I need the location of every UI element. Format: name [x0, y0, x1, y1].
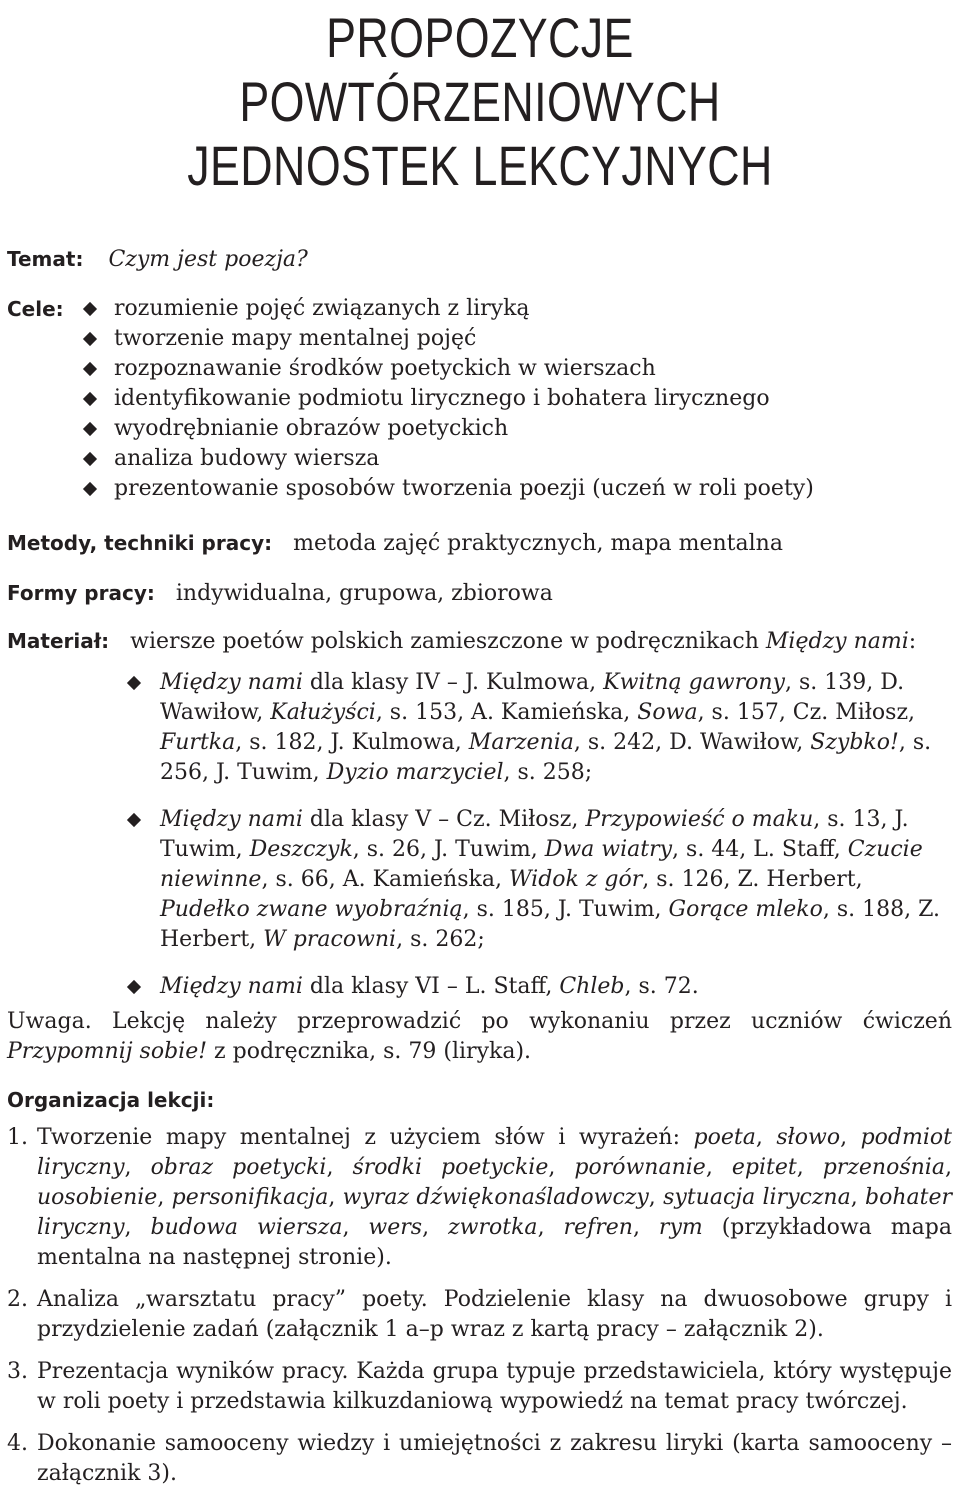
- forms-label: Formy pracy:: [7, 581, 155, 605]
- text-run: Analiza „warsztatu pracy” poety. Podzielenie klasy na dwuosobowe grupy i przydzielenie zadań (załącznik 1 a–p wraz z kartą pracy – załącznik 2).: [37, 1287, 952, 1342]
- goal-text: prezentowanie sposobów tworzenia poezji (uczeń w roli poety): [114, 476, 814, 501]
- italic-text: Przypowieść o maku: [585, 807, 814, 832]
- goal-item: [84, 354, 814, 384]
- step-number: 1.: [7, 1125, 28, 1150]
- text-run: ,: [326, 1155, 353, 1180]
- goal-item: [84, 324, 814, 354]
- italic-text: Dwa wiatry: [544, 837, 673, 862]
- page-title: [96, 6, 864, 198]
- methods-value: metoda zajęć praktycznych, mapa mentalna: [293, 531, 783, 556]
- goal-text: rozumienie pojęć związanych z liryką: [114, 296, 530, 321]
- text-run: Dokonanie samooceny wiedzy i umiejętności z zakresu liryki (karta samooceny – załącznik 3).: [37, 1431, 952, 1486]
- italic-text: Chleb: [559, 974, 625, 999]
- text-run: , s. 139, D. Wawiłow,: [160, 670, 905, 725]
- italic-text: Przypomnij sobie!: [7, 1039, 208, 1064]
- goal-text: tworzenie mapy mentalnej pojęć: [114, 326, 477, 351]
- diamond-bullet-icon: [127, 813, 141, 827]
- italic-text: sytuacja liryczna: [663, 1185, 851, 1210]
- text-run: z podręcznika, s. 79 (liryka).: [207, 1039, 532, 1064]
- diamond-bullet-icon: [83, 302, 97, 316]
- topic-value: Czym jest poezja?: [108, 247, 308, 272]
- italic-text: Marzenia: [468, 730, 574, 755]
- text-run: ,: [328, 1185, 343, 1210]
- material-list: [127, 668, 953, 1019]
- text-run: , s. 182, J. Kulmowa,: [235, 730, 469, 755]
- italic-text: uosobienie: [37, 1185, 158, 1210]
- material-label: Materiał:: [7, 629, 110, 653]
- italic-text: Kałużyści: [270, 700, 376, 725]
- organization-step: [7, 1429, 952, 1489]
- text-run: Uwaga. Lekcję należy przeprowadzić po wykonaniu przez uczniów ćwiczeń: [7, 1009, 952, 1034]
- text-run: , s. 26, J. Tuwim,: [352, 837, 545, 862]
- organization-label-row: [7, 1085, 950, 1116]
- forms-row: [7, 578, 950, 609]
- text-run: Tworzenie mapy mentalnej z użyciem słów i wyrażeń:: [37, 1125, 694, 1150]
- italic-text: Widok z gór: [508, 867, 643, 892]
- organization-step: [7, 1285, 952, 1345]
- organization-label: Organizacja lekcji:: [7, 1088, 215, 1112]
- text-run: , s. 185, J. Tuwim,: [462, 897, 669, 922]
- text-run: , s. 126, Z. Herbert,: [642, 867, 863, 892]
- goals-list: [84, 294, 814, 504]
- text-run: (przykładowa mapa mentalna na następnej stronie).: [37, 1215, 952, 1270]
- italic-text: Pudełko zwane wyobraźnią: [160, 897, 463, 922]
- goal-text: wyodrębnianie obrazów poetyckich: [114, 416, 509, 441]
- goal-item: [84, 414, 814, 444]
- italic-text: środki poetyckie: [352, 1155, 549, 1180]
- text-run: ,: [548, 1155, 575, 1180]
- text-run: , s. 188, Z. Herbert,: [160, 897, 940, 952]
- material-item: [127, 668, 953, 788]
- text-run: , s. 44, L. Staff,: [672, 837, 848, 862]
- goal-text: identyfikowanie podmiotu lirycznego i bohatera lirycznego: [114, 386, 770, 411]
- diamond-bullet-icon: [83, 482, 97, 496]
- goal-text: rozpoznawanie środków poetyckich w wierszach: [114, 356, 656, 381]
- organization-step: [7, 1123, 952, 1273]
- italic-text: refren: [563, 1215, 633, 1240]
- text-run: ,: [632, 1215, 659, 1240]
- text-run: ,: [840, 1125, 861, 1150]
- text-run: ,: [342, 1215, 369, 1240]
- text-run: , s. 256, J. Tuwim,: [160, 730, 932, 785]
- italic-text: Między nami: [160, 974, 303, 999]
- text-run: dla klasy IV – J. Kulmowa,: [302, 670, 604, 695]
- methods-label: Metody, techniki pracy:: [7, 531, 273, 555]
- diamond-bullet-icon: [83, 452, 97, 466]
- text-run: , s. 258;: [503, 760, 593, 785]
- italic-text: wers: [368, 1215, 423, 1240]
- goal-item: [84, 384, 814, 414]
- text-run: ,: [850, 1185, 865, 1210]
- italic-text: Furtka: [160, 730, 236, 755]
- organization-step: [7, 1357, 952, 1417]
- material-row: [7, 626, 950, 657]
- italic-text: Gorące mleko: [668, 897, 823, 922]
- italic-text: Kwitną gawrony: [603, 670, 785, 695]
- goals-label: Cele:: [7, 297, 64, 321]
- organization-steps: [7, 1123, 952, 1501]
- text-run: ,: [124, 1215, 151, 1240]
- diamond-bullet-icon: [83, 392, 97, 406]
- italic-text: podmiot liryczny: [37, 1125, 952, 1180]
- text-run: , s. 72.: [624, 974, 699, 999]
- text-run: ,: [157, 1185, 172, 1210]
- text-run: ,: [422, 1215, 449, 1240]
- italic-text: Między nami: [160, 670, 303, 695]
- step-number: 3.: [7, 1359, 28, 1384]
- text-run: , s. 153, A. Kamieńska,: [375, 700, 638, 725]
- topic-row: [7, 244, 950, 275]
- italic-text: Między nami: [160, 807, 303, 832]
- diamond-bullet-icon: [127, 676, 141, 690]
- goal-item: [84, 444, 814, 474]
- text-run: dla klasy VI – L. Staff,: [302, 974, 560, 999]
- title-line-1: PROPOZYCJE POWTÓRZENIOWYCH: [239, 6, 721, 133]
- text-run: ,: [796, 1155, 823, 1180]
- italic-text: porównanie: [574, 1155, 706, 1180]
- step-number: 2.: [7, 1287, 28, 1312]
- text-run: ,: [755, 1125, 777, 1150]
- italic-text: W pracowni: [263, 927, 397, 952]
- text-run: ,: [944, 1155, 952, 1180]
- text-run: , s. 242, D. Wawiłow,: [573, 730, 811, 755]
- material-item: [127, 972, 953, 1002]
- text-run: ,: [537, 1215, 564, 1240]
- text-run: Prezentacja wyników pracy. Każda grupa typuje przedstawiciela, który występuje w roli poety i przedstawia kilkuzdaniową wypowiedź na temat pracy twórczej.: [37, 1359, 952, 1414]
- italic-text: personifikacja: [171, 1185, 329, 1210]
- step-number: 4.: [7, 1431, 28, 1456]
- methods-row: [7, 528, 950, 559]
- italic-text: zwrotka: [448, 1215, 538, 1240]
- goal-item: [84, 474, 814, 504]
- diamond-bullet-icon: [83, 362, 97, 376]
- text-run: dla klasy V – Cz. Miłosz,: [302, 807, 586, 832]
- topic-label: Temat:: [7, 247, 84, 271]
- italic-text: bohater liryczny: [37, 1185, 952, 1240]
- italic-text: Szybko!: [810, 730, 899, 755]
- material-intro: wiersze poetów polskich zamieszczone w podręcznikach Między nami:: [130, 629, 917, 654]
- goal-item: [84, 294, 814, 324]
- note-paragraph: [7, 1007, 952, 1067]
- italic-text: epitet: [731, 1155, 797, 1180]
- goal-text: analiza budowy wiersza: [114, 446, 380, 471]
- italic-text: przenośnia: [822, 1155, 945, 1180]
- italic-text: obraz poetycki: [150, 1155, 327, 1180]
- text-run: ,: [648, 1185, 664, 1210]
- text-run: , s. 157, Cz. Miłosz,: [697, 700, 916, 725]
- text-run: , s. 66, A. Kamieńska,: [261, 867, 509, 892]
- text-run: ,: [124, 1155, 151, 1180]
- italic-text: Dyzio marzyciel: [326, 760, 504, 785]
- diamond-bullet-icon: [83, 422, 97, 436]
- italic-text: budowa wiersza: [150, 1215, 343, 1240]
- title-line-2: JEDNOSTEK LEKCYJNYCH: [187, 134, 773, 197]
- material-item: [127, 805, 953, 955]
- text-run: ,: [705, 1155, 732, 1180]
- italic-text: słowo: [776, 1125, 841, 1150]
- italic-text: Czucie niewinne: [160, 837, 923, 892]
- forms-value: indywidualna, grupowa, zbiorowa: [175, 581, 553, 606]
- text-run: , s. 13, J. Tuwim,: [160, 807, 909, 862]
- italic-text: Sowa: [637, 700, 698, 725]
- text-run: , s. 262;: [396, 927, 485, 952]
- diamond-bullet-icon: [127, 980, 141, 994]
- italic-text: poeta: [693, 1125, 756, 1150]
- italic-text: Deszczyk: [249, 837, 353, 862]
- italic-text: rym: [658, 1215, 703, 1240]
- italic-text: wyraz dźwiękonaśladowczy: [342, 1185, 649, 1210]
- diamond-bullet-icon: [83, 332, 97, 346]
